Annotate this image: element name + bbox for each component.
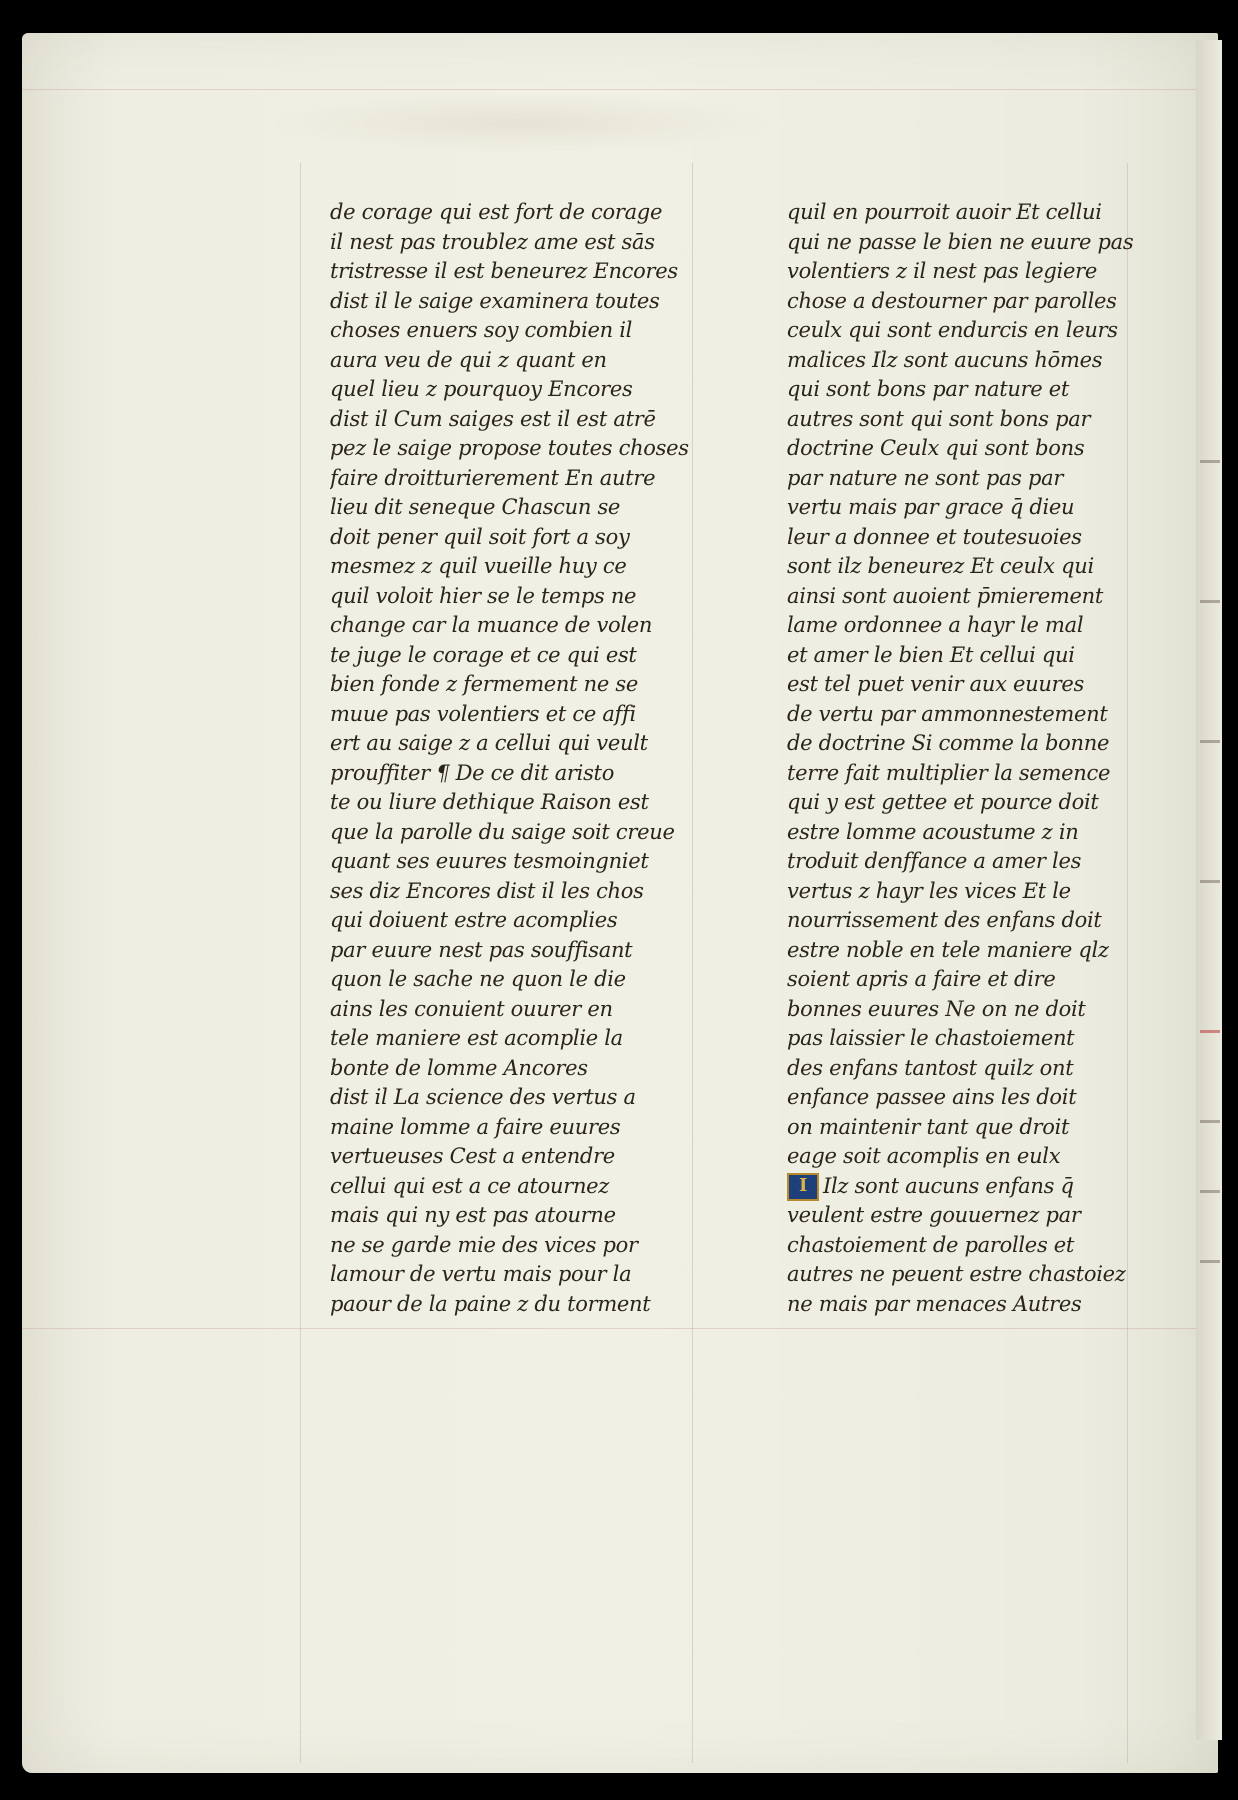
text-line: ne mais par menaces Autres — [787, 1291, 1082, 1316]
text-line: par nature ne sont pas par — [787, 465, 1064, 490]
text-line: quel lieu z pourquoy Encores — [330, 377, 633, 401]
text-line: autres ne peuent estre chastoiez — [787, 1262, 1126, 1286]
text-line: aura veu de qui z quant en — [330, 347, 607, 372]
text-line: qui doiuent estre acomplies — [330, 908, 618, 932]
text-line: des enfans tantost quilz ont — [787, 1055, 1074, 1080]
manuscript-folio — [22, 33, 1218, 1773]
ruling-line — [300, 163, 301, 1763]
text-line: estre lomme acoustume z in — [787, 819, 1079, 844]
text-line: prouffiter ¶ De ce dit aristo — [330, 760, 615, 785]
text-line: de vertu par ammonnestement — [787, 701, 1108, 726]
text-line: de corage qui est fort de corage — [330, 200, 663, 224]
text-line: doctrine Ceulx qui sont bons — [787, 436, 1085, 460]
text-line: choses enuers soy combien il — [330, 318, 633, 342]
text-line: doit pener quil soit fort a soy — [330, 524, 630, 549]
illuminated-initial: I — [787, 1173, 819, 1201]
text-line: ainsi sont auoient p̄mierement — [787, 583, 1104, 608]
text-line: chastoiement de parolles et — [787, 1232, 1075, 1257]
adjacent-page-edge — [1196, 40, 1222, 1740]
text-line: faire droitturierement En autre — [330, 465, 656, 490]
text-line: te ou liure dethique Raison est — [330, 790, 649, 814]
text-line: bonnes euures Ne on ne doit — [787, 996, 1086, 1021]
text-line: soient apris a faire et dire — [787, 967, 1056, 991]
right-text-column — [787, 198, 1147, 1319]
text-line: vertueuses Cest a entendre — [330, 1144, 615, 1168]
text-line: il nest pas troublez ame est sās — [330, 229, 655, 254]
text-line: qui y est gettee et pource doit — [787, 790, 1099, 814]
text-line: sont ilz beneurez Et ceulx qui — [787, 554, 1094, 578]
text-line: terre fait multiplier la semence — [787, 760, 1111, 785]
text-line: dist il La science des vertus a — [330, 1085, 636, 1109]
text-line: que la parolle du saige soit creue — [330, 819, 675, 844]
text-line: cellui qui est a ce atournez — [330, 1173, 610, 1198]
text-line: lamour de vertu mais pour la — [330, 1262, 632, 1286]
text-line: paour de la paine z du torment — [330, 1291, 651, 1316]
text-line: veulent estre gouuernez par — [787, 1203, 1081, 1227]
text-line: I Ilz sont aucuns enfans q̄ — [787, 1172, 1147, 1202]
text-line: tristresse il est beneurez Encores — [330, 259, 678, 283]
text-line: lieu dit seneque Chascun se — [330, 495, 621, 519]
text-line: vertus z hayr les vices Et le — [787, 878, 1071, 903]
text-line: bien fonde z fermement ne se — [330, 672, 639, 696]
left-text-column — [330, 198, 690, 1319]
text-line: volentiers z il nest pas legiere — [787, 259, 1097, 283]
text-line: quon le sache ne quon le die — [330, 967, 626, 991]
text-line: lame ordonnee a hayr le mal — [787, 613, 1084, 637]
text-line: ceulx qui sont endurcis en leurs — [787, 318, 1118, 342]
text-line: est tel puet venir aux euures — [787, 672, 1084, 696]
text-line: mesmez z quil vueille huy ce — [330, 554, 627, 578]
text-line: ses diz Encores dist il les chos — [330, 878, 644, 903]
ruling-line — [22, 89, 1218, 90]
text-line: dist il le saige examinera toutes — [330, 288, 660, 313]
text-line: nourrissement des enfans doit — [787, 908, 1102, 932]
text-line: et amer le bien Et cellui qui — [787, 642, 1075, 667]
text-line: maine lomme a faire euures — [330, 1114, 621, 1139]
text-line: enfance passee ains les doit — [787, 1085, 1077, 1109]
text-line: par euure nest pas souffisant — [330, 937, 633, 962]
text-line: ne se garde mie des vices por — [330, 1232, 638, 1257]
text-line: leur a donnee et toutesuoies — [787, 524, 1082, 549]
text-line: quil voloit hier se le temps ne — [330, 583, 637, 608]
text-line: ert au saige z a cellui qui veult — [330, 731, 648, 755]
text-line: autres sont qui sont bons par — [787, 406, 1091, 431]
text-line: bonte de lomme Ancores — [330, 1055, 588, 1080]
text-line: de doctrine Si comme la bonne — [787, 731, 1110, 755]
text-line: dist il Cum saiges est il est atrē — [330, 406, 656, 431]
text-line: mais qui ny est pas atourne — [330, 1203, 616, 1227]
text-line: troduit denffance a amer les — [787, 849, 1082, 873]
water-stain — [272, 93, 772, 153]
text-line: on maintenir tant que droit — [787, 1114, 1070, 1139]
text-line: eage soit acomplis en eulx — [787, 1144, 1061, 1168]
text-line: malices Ilz sont aucuns hōmes — [787, 347, 1103, 372]
text-line: ains les conuient ouurer en — [330, 996, 613, 1021]
text-line: muue pas volentiers et ce affi — [330, 701, 636, 726]
text-line: quant ses euures tesmoingniet — [330, 849, 649, 873]
text-line: vertu mais par grace q̄ dieu — [787, 495, 1075, 519]
text-line: qui sont bons par nature et — [787, 377, 1070, 401]
text-line: te juge le corage et ce qui est — [330, 642, 637, 667]
text-line: change car la muance de volen — [330, 613, 653, 637]
text-line: pez le saige propose toutes choses — [330, 436, 689, 460]
text-line: estre noble en tele maniere qlz — [787, 937, 1109, 962]
ruling-line — [22, 1328, 1218, 1329]
ruling-line — [692, 163, 693, 1763]
text-line: tele maniere est acomplie la — [330, 1026, 623, 1050]
text-line: quil en pourroit auoir Et cellui — [787, 200, 1102, 224]
text-line: pas laissier le chastoiement — [787, 1026, 1075, 1050]
text-line: chose a destourner par parolles — [787, 288, 1117, 313]
text-line: qui ne passe le bien ne euure pas — [787, 229, 1134, 254]
